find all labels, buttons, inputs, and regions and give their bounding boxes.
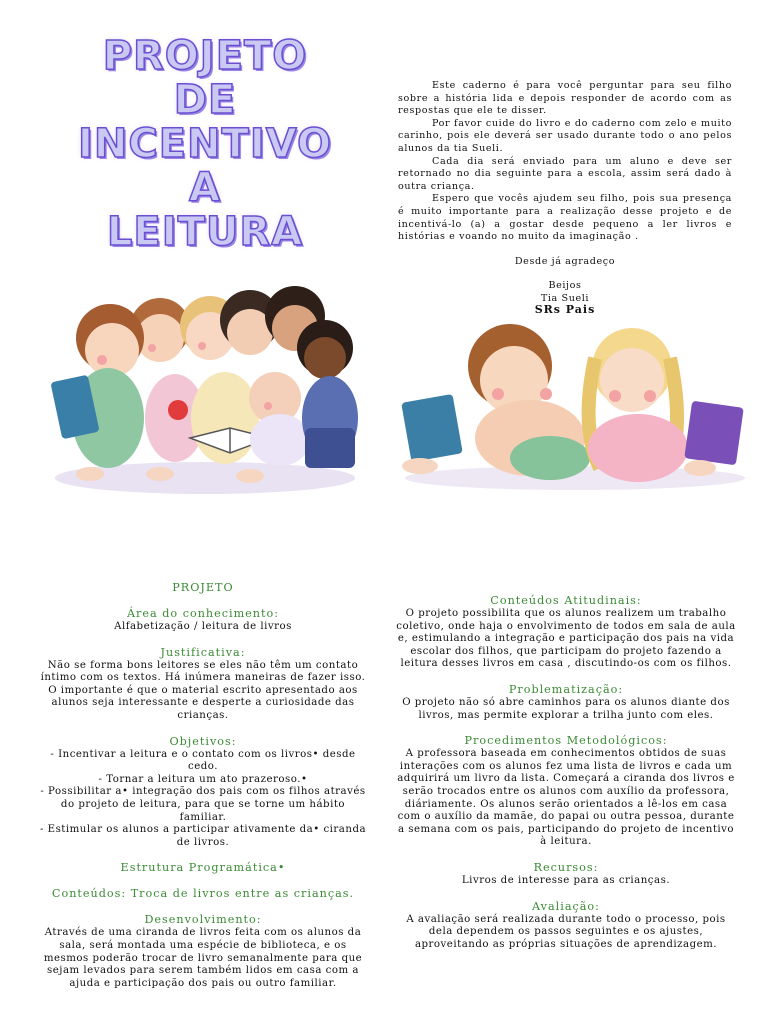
attitudinal-heading: Conteúdos Atitudinais:	[490, 594, 642, 607]
objectives-heading: Objetivos:	[169, 734, 237, 748]
objective-item: - Incentivar a leitura e o contato com os livros• desde cedo.	[50, 748, 356, 773]
page-title	[60, 34, 350, 254]
development-text: Através de uma ciranda de livros feita com os alunos da sala, será montada uma espécie de biblioteca, e os mesmos poderão trocar de livro semanalmente para que sejam levados para serem também lidos em casa com a ajuda e participação dos pais ou outro familiar.	[43, 927, 363, 989]
evaluation-heading: Avaliação:	[532, 899, 600, 913]
structure-heading: Estrutura Programática•	[120, 861, 286, 875]
title-line: DE	[173, 77, 237, 123]
letter-paragraph: Este caderno é para você perguntar para seu filho sobre a história lida e depois responder de acordo com as respostas que ele te disser.	[398, 80, 732, 117]
contents-heading: Conteúdos: Troca de livros entre as crianças.	[51, 887, 355, 901]
children-reading-illustration	[50, 268, 360, 496]
objective-item: - Tornar a leitura um ato prazeroso.•	[98, 773, 308, 785]
letter-paragraph: Por favor cuide do livro e do caderno com zelo e muito carinho, pois ele deverá ser usado durante todo o ano pelos alunos da tia Sueli.	[398, 117, 732, 154]
letter-paragraph: Cada dia será enviado para um aluno e deve ser retornado no dia seguinte para a escola, assim será dado à outra criança.	[398, 155, 732, 192]
area-heading: Área do conhecimento:	[126, 607, 280, 620]
project-label: PROJETO	[172, 581, 234, 594]
justification-heading: Justificativa:	[160, 645, 246, 659]
letter-thanks: Desde já agradeço	[514, 256, 616, 267]
project-left-column	[36, 581, 370, 990]
two-children-reading-illustration	[400, 318, 745, 490]
problem-text: O projeto não só abre caminhos para os alunos diante dos livros, mas permite explorar a trilha junto com eles.	[402, 696, 730, 721]
title-line: PROJETO	[102, 33, 308, 79]
letter-signature: Tia Sueli	[540, 293, 590, 304]
title-line: INCENTIVO	[78, 121, 332, 167]
development-heading: Desenvolvimento:	[144, 913, 262, 927]
letter-heading: SRs Pais	[534, 303, 596, 316]
procedures-text: A professora baseada em conhecimentos obtidos de suas interações com os alunos fez uma lista de livros e cada um adquirirá um livro da lista. Começará a ciranda dos livros e serão trocados entre os alunos com auxílio da professora, diáriamente. Os alunos serão orientados a lê-los em casa com o auxílio da mamãe, do papai ou outra pessoa, durante a semana com os pais, participando do projeto de incentivo à leitura.	[397, 748, 735, 848]
title-line: LEITURA	[106, 209, 304, 255]
area-text: Alfabetização / leitura de livros	[114, 621, 292, 632]
problem-heading: Problematização:	[508, 682, 624, 696]
title-line: A	[189, 165, 221, 211]
procedures-heading: Procedimentos Metodológicos:	[464, 734, 668, 748]
project-right-column	[396, 594, 736, 951]
resources-text: Livros de interesse para as crianças.	[461, 874, 671, 886]
objective-item: - Estimular os alunos a participar ativamente da• ciranda de livros.	[39, 824, 367, 848]
letter-kisses: Beijos	[548, 280, 582, 291]
justification-text: Não se forma bons leitores se eles não têm um contato íntimo com os textos. Há inúmera maneiras de fazer isso. O importante é que o material escrito apresentado aos alunos seja interessante e desperte a curiosidade das crianças.	[40, 659, 366, 721]
letter-paragraph: Espero que vocês ajudem seu filho, pois sua presença é muito importante para a realização desse projeto e de incentivá-lo (a) a gostar desde pequeno a ler livros e histórias e voando no muito da imaginação .	[398, 193, 732, 243]
evaluation-text: A avaliação será realizada durante todo o processo, pois dela dependem os passos seguintes e os ajustes, aproveitando as próprias situações de aprendizagem.	[406, 913, 726, 950]
resources-heading: Recursos:	[533, 860, 599, 874]
objective-item: - Possibilitar a• integração dos pais com os filhos através do projeto de leitura, para que se torne um hábito familiar.	[40, 786, 366, 823]
attitudinal-text: O projeto possibilita que os alunos realizem um trabalho coletivo, onde haja o envolvimento de todos em sala de aula e, estimulando a integração e participação dos pais na vida escolar dos filhos, que participam do projeto fazendo a leitura desses livros em casa , discutindo-os com os filhos.	[396, 608, 736, 670]
letter-body	[398, 80, 732, 244]
